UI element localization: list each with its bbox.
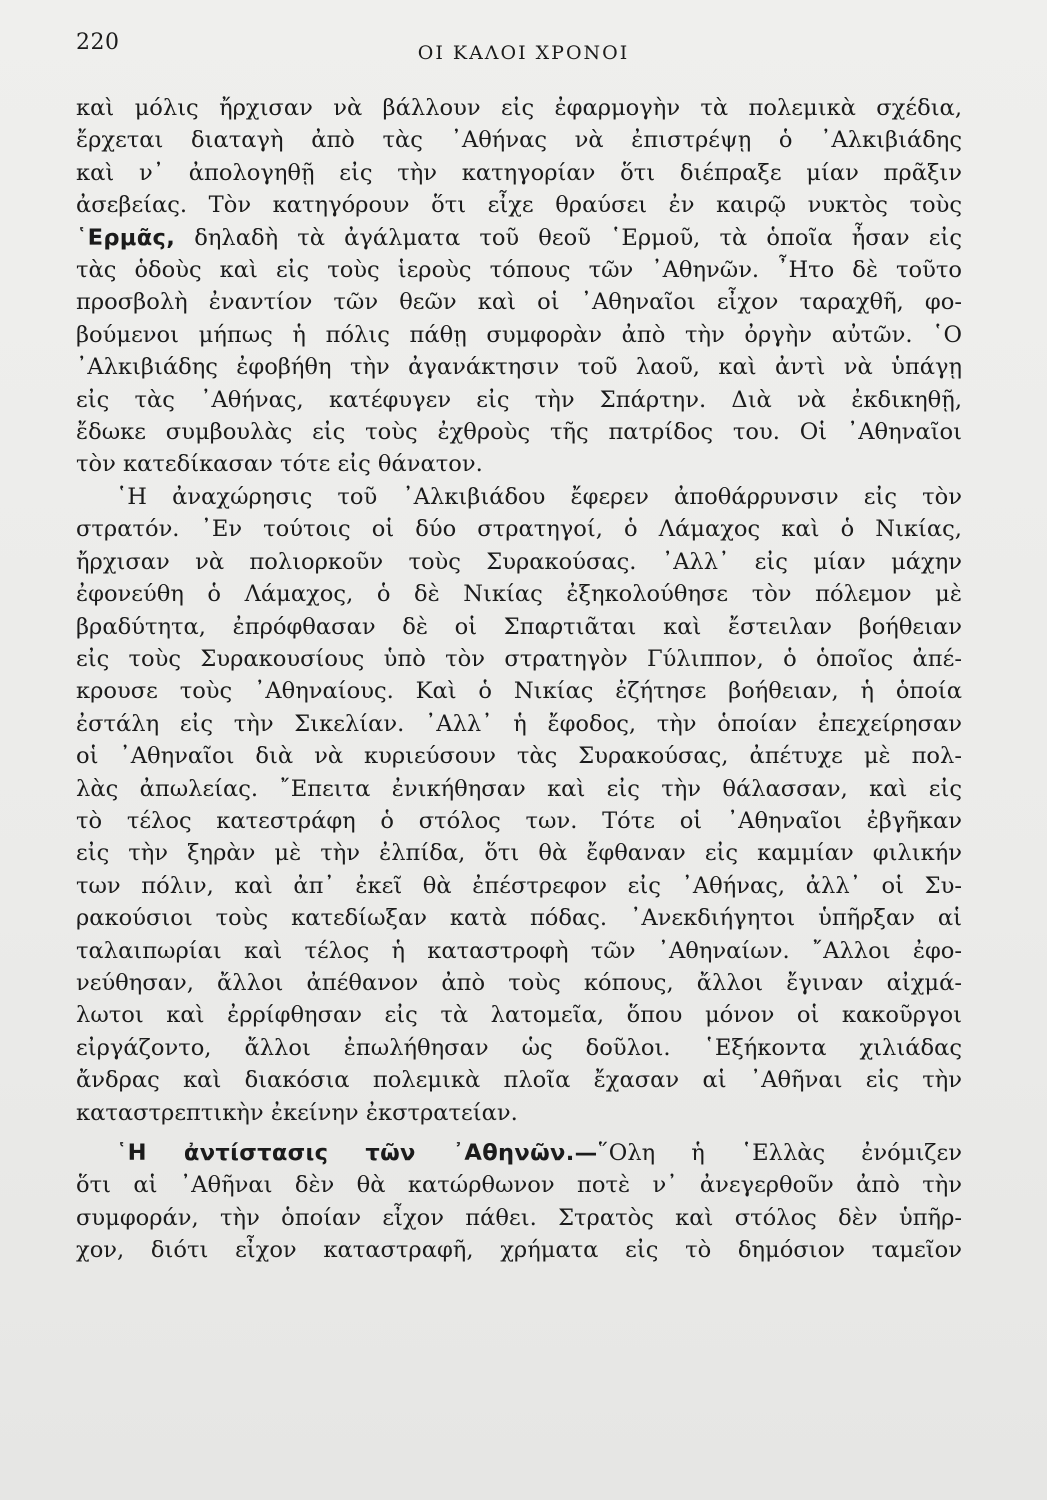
section-first-line (76, 1137, 962, 1169)
text-line: λὰς ἀπωλείας. ῎Επειτα ἐνικήθησαν καὶ εἰς τὴν θάλασσαν, καὶ εἰς (76, 775, 962, 802)
text-line: ρακούσιοι τοὺς κατεδίωξαν κατὰ πόδας. ᾽Ανεκδιήγητοι ὑπῆρξαν αἱ (76, 905, 962, 932)
text-line: ἐφονεύθη ὁ Λάμαχος, ὁ δὲ Νικίας ἐξηκολούθησε τὸν πόλεμον μὲ (76, 581, 962, 608)
text-line: ῾Η ἀναχώρησις τοῦ ᾽Αλκιβιάδου ἔφερεν ἀποθάρρυνσιν εἰς τὸν (116, 483, 962, 510)
text-line (76, 222, 962, 254)
text-line: στρατόν. ᾽Εν τούτοις οἱ δύο στρατηγοί, ὁ Λάμαχος καὶ ὁ Νικίας, (76, 516, 962, 543)
text-line: ταλαιπωρίαι καὶ τέλος ἡ καταστροφὴ τῶν ᾽Αθηναίων. ῎Αλλοι ἐφο- (76, 937, 962, 964)
text-line: βραδύτητα, ἐπρόφθασαν δὲ οἱ Σπαρτιᾶται καὶ ἔστειλαν βοήθειαν (76, 613, 962, 640)
text-line: βούμενοι μήπως ἡ πόλις πάθῃ συμφορὰν ἀπὸ τὴν ὀργὴν αὐτῶν. ῾Ο (76, 321, 962, 348)
text-line: προσβολὴ ἐναντίον τῶν θεῶν καὶ οἱ ᾽Αθηναῖοι εἶχον ταραχθῆ, φο- (76, 289, 962, 316)
text-line: νεύθησαν, ἄλλοι ἀπέθανον ἀπὸ τοὺς κόπους, ἄλλοι ἔγιναν αἰχμά- (76, 969, 962, 996)
text-line: εἰργάζοντο, ἄλλοι ἐπωλήθησαν ὡς δοῦλοι. ῾Εξήκοντα χιλιάδας (76, 1034, 962, 1061)
text-line: ἀσεβείας. Τὸν κατηγόρουν ὅτι εἶχε θραύσει ἐν καιρῷ νυκτὸς τοὺς (76, 192, 962, 219)
text-line: χον, διότι εἶχον καταστραφῆ, χρήματα εἰς τὸ δημόσιον ταμεῖον (76, 1237, 962, 1264)
text-line: λωτοι καὶ ἐρρίφθησαν εἰς τὰ λατομεῖα, ὅπου μόνον οἱ κακοῦργοι (76, 1002, 962, 1029)
text-line: εἰς τὴν ξηρὰν μὲ τὴν ἐλπίδα, ὅτι θὰ ἔφθαναν εἰς καμμίαν φιλικήν (76, 840, 962, 867)
bold-term-hermes: ῾Ερμᾶς, (76, 224, 176, 251)
text-line: ἤρχισαν νὰ πολιορκοῦν τοὺς Συρακούσας. ᾽Αλλ᾽ εἰς μίαν μάχην (76, 548, 962, 575)
text-line: εἰς τὰς ᾽Αθήνας, κατέφυγεν εἰς τὴν Σπάρτην. Διὰ νὰ ἐκδικηθῇ, (76, 386, 962, 413)
text-fragment: ῞Ολη ἡ ῾Ελλὰς ἐνόμιζεν (597, 1140, 962, 1166)
text-line: τὰς ὁδοὺς καὶ εἰς τοὺς ἱεροὺς τόπους τῶν ᾽Αθηνῶν. ῏Ητο δὲ τοῦτο (76, 257, 962, 284)
text-line: τὸ τέλος κατεστράφη ὁ στόλος των. Τότε οἱ ᾽Αθηναῖοι ἐβγῆκαν (76, 807, 962, 834)
text-line: ἔδωκε συμβουλὰς εἰς τοὺς ἐχθροὺς τῆς πατρίδος του. Οἱ ᾽Αθηναῖοι (76, 419, 962, 446)
text-line: εἰς τοὺς Συρακουσίους ὑπὸ τὸν στρατηγὸν Γύλιππον, ὁ ὁποῖος ἀπέ- (76, 645, 962, 672)
text-line: συμφοράν, τὴν ὁποίαν εἶχον πάθει. Στρατὸς καὶ στόλος δὲν ὑπῆρ- (76, 1204, 962, 1231)
text-line: οἱ ᾽Αθηναῖοι διὰ νὰ κυριεύσουν τὰς Συρακούσας, ἀπέτυχε μὲ πολ- (76, 743, 962, 770)
text-fragment: δηλαδὴ τὰ ἀγάλματα τοῦ θεοῦ ῾Ερμοῦ, τὰ ὁποῖα ἦσαν εἰς (194, 224, 962, 251)
text-line: ἐστάλη εἰς τὴν Σικελίαν. ᾽Αλλ᾽ ἡ ἔφοδος, τὴν ὁποίαν ἐπεχείρησαν (76, 710, 962, 737)
text-line: καταστρεπτικὴν ἐκείνην ἐκστρατείαν. (76, 1099, 518, 1126)
page-number: 220 (76, 30, 120, 55)
text-line: κρουσε τοὺς ᾽Αθηναίους. Καὶ ὁ Νικίας ἐζήτησε βοήθειαν, ἡ ὁποία (76, 678, 962, 705)
section-heading: ῾Η ἀντίστασις τῶν ᾽Αθηνῶν.— (116, 1140, 598, 1166)
text-line: τὸν κατεδίκασαν τότε εἰς θάνατον. (76, 451, 483, 478)
text-line: ἔρχεται διαταγὴ ἀπὸ τὰς ᾽Αθήνας νὰ ἐπιστρέψῃ ὁ ᾽Αλκιβιάδης (76, 127, 962, 154)
text-line: ὅτι αἱ ᾽Αθῆναι δὲν θὰ κατώρθωνον ποτὲ ν᾽ ἀνεγερθοῦν ἀπὸ τὴν (76, 1172, 962, 1199)
text-line: καὶ ν᾽ ἀπολογηθῇ εἰς τὴν κατηγορίαν ὅτι διέπραξε μίαν πρᾶξιν (76, 159, 962, 186)
running-head: ΟΙ ΚΑΛΟΙ ΧΡΟΝΟΙ (417, 42, 630, 64)
text-line: ἄνδρας καὶ διακόσια πολεμικὰ πλοῖα ἔχασαν αἱ ᾽Αθῆναι εἰς τὴν (76, 1067, 962, 1094)
text-line: καὶ μόλις ἤρχισαν νὰ βάλλουν εἰς ἐφαρμογὴν τὰ πολεμικὰ σχέδια, (76, 95, 962, 121)
text-line: των πόλιν, καὶ ἀπ᾽ ἐκεῖ θὰ ἐπέστρεφον εἰς ᾽Αθήνας, ἀλλ᾽ οἱ Συ- (76, 872, 962, 899)
page-body (76, 92, 962, 1267)
text-line: ᾽Αλκιβιάδης ἐφοβήθη τὴν ἀγανάκτησιν τοῦ λαοῦ, καὶ ἀντὶ νὰ ὑπάγῃ (76, 354, 962, 381)
